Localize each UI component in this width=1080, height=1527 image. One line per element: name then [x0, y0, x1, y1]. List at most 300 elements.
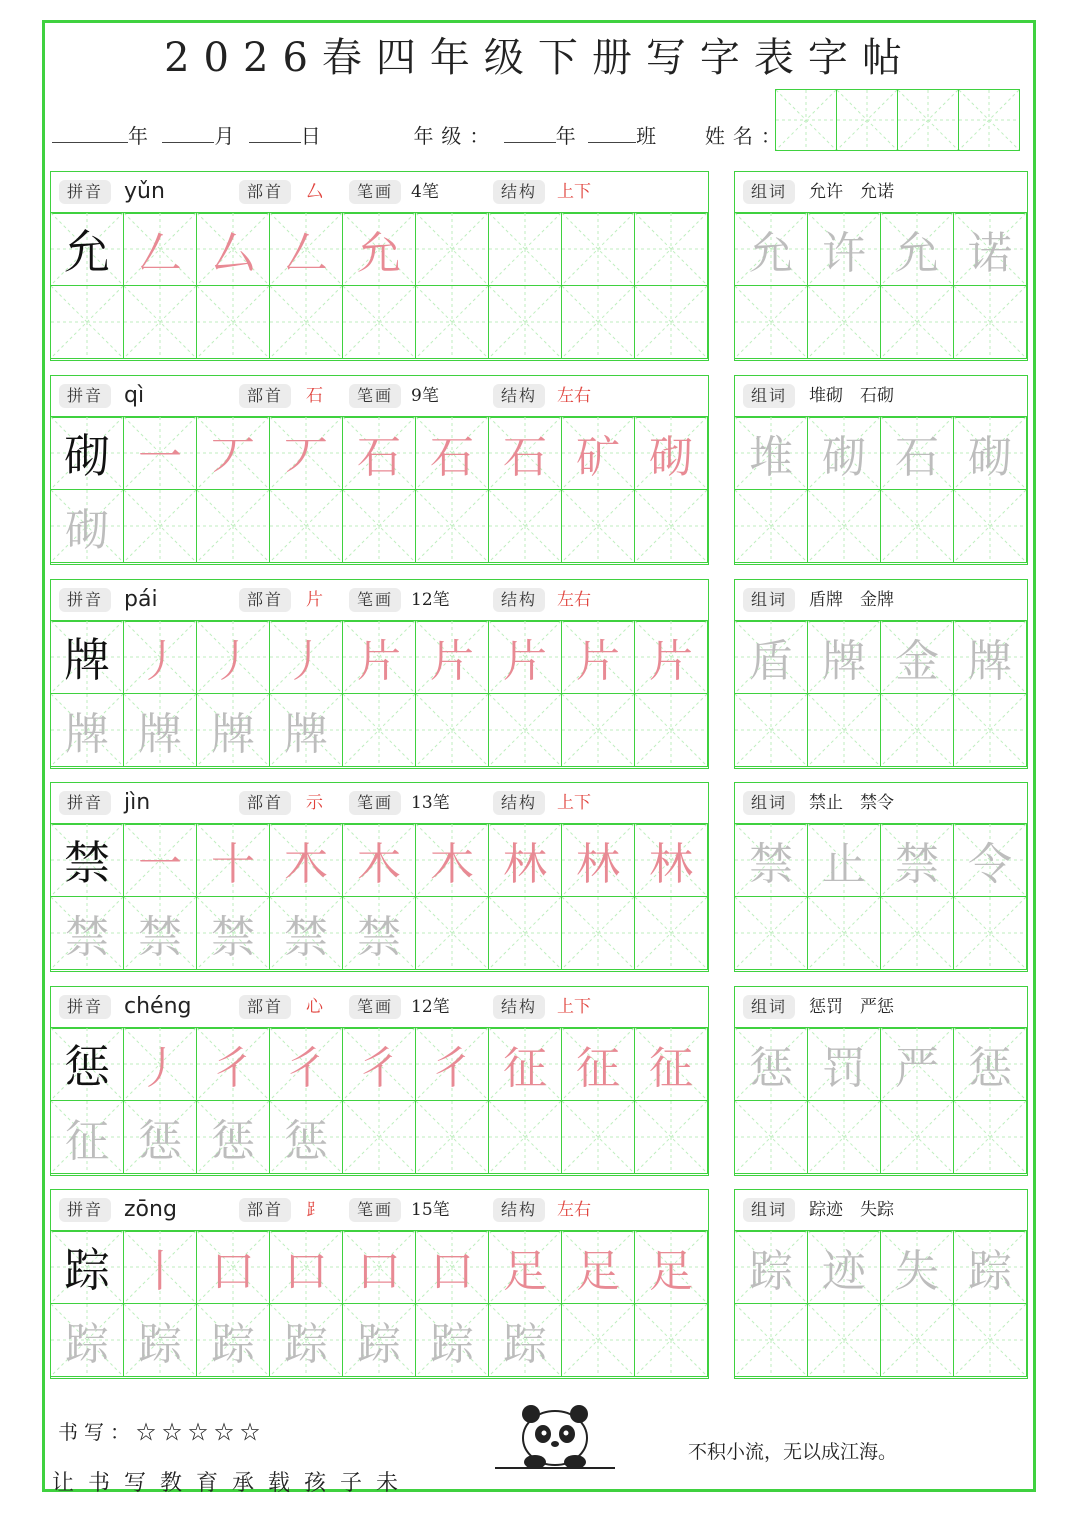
word-grid [735, 1028, 1027, 1174]
practice-cell[interactable] [634, 620, 708, 694]
practice-cell[interactable] [880, 1303, 954, 1377]
mizi-guide [881, 1101, 953, 1173]
practice-cell[interactable] [561, 212, 635, 286]
trace-character: 牌 [211, 709, 255, 760]
practice-cell[interactable] [634, 1230, 708, 1304]
practice-cell[interactable] [880, 1230, 954, 1304]
practice-cell[interactable] [953, 823, 1027, 897]
info-bar [51, 376, 708, 418]
practice-cell[interactable] [488, 1230, 562, 1304]
practice-cell[interactable] [561, 1100, 635, 1174]
mizi-guide [51, 286, 123, 358]
practice-cell[interactable] [123, 1303, 197, 1377]
grade-label: 年级： [413, 124, 498, 148]
practice-cell[interactable] [415, 823, 489, 897]
practice-cell[interactable] [269, 1303, 343, 1377]
practice-cell[interactable] [415, 489, 489, 563]
mizi-guide [489, 213, 561, 285]
practice-cell[interactable] [488, 489, 562, 563]
pinyin-tag: 拼音 [59, 791, 111, 815]
practice-cell[interactable] [880, 896, 954, 970]
stroke-step: 征 [576, 1043, 620, 1094]
word-panel [734, 171, 1028, 361]
day-blank[interactable] [249, 124, 301, 143]
trace-character: 禁 [357, 912, 401, 963]
name-box[interactable] [897, 89, 959, 151]
mizi-guide [808, 694, 880, 766]
pinyin-value: yǔn [124, 179, 165, 204]
practice-cell[interactable] [123, 620, 197, 694]
practice-panel [50, 579, 709, 769]
practice-cell[interactable] [123, 285, 197, 359]
practice-cell[interactable] [50, 1230, 124, 1304]
mizi-guide [416, 490, 488, 562]
practice-cell[interactable] [342, 693, 416, 767]
mizi-guide [562, 213, 634, 285]
practice-cell[interactable] [488, 1303, 562, 1377]
practice-cell[interactable] [269, 823, 343, 897]
model-character: 踪 [64, 1243, 110, 1297]
practice-cell[interactable] [196, 1027, 270, 1101]
mizi-guide [635, 213, 707, 285]
practice-cell[interactable] [634, 823, 708, 897]
practice-cell[interactable] [342, 823, 416, 897]
words-tag: 组词 [743, 384, 795, 408]
practice-cell[interactable] [269, 896, 343, 970]
word-character: 牌 [968, 636, 1012, 687]
structure-tag: 结构 [493, 1198, 545, 1222]
mizi-guide [343, 490, 415, 562]
practice-cell[interactable] [269, 416, 343, 490]
practice-cell[interactable] [561, 1027, 635, 1101]
trace-character: 踪 [284, 1319, 328, 1370]
word-character: 踪 [749, 1246, 793, 1297]
practice-cell[interactable] [269, 1027, 343, 1101]
mizi-guide [735, 897, 807, 969]
practice-cell[interactable] [488, 620, 562, 694]
word-grid [735, 417, 1027, 563]
practice-cell[interactable] [807, 416, 881, 490]
practice-cell[interactable] [488, 1100, 562, 1174]
practice-cell[interactable] [807, 896, 881, 970]
pinyin-tag: 拼音 [59, 180, 111, 204]
radical-value: 心 [306, 997, 323, 1017]
pinyin-value: chéng [124, 994, 192, 1019]
practice-cell[interactable] [807, 620, 881, 694]
trace-character: 踪 [357, 1319, 401, 1370]
model-character: 牌 [64, 633, 110, 687]
word-character: 严 [895, 1043, 939, 1094]
mizi-guide [954, 1304, 1026, 1376]
month-blank[interactable] [162, 124, 214, 143]
practice-cell[interactable] [50, 1100, 124, 1174]
word-character: 砌 [822, 432, 866, 483]
practice-cell[interactable] [50, 416, 124, 490]
stroke-step: 一 [138, 839, 182, 890]
practice-cell[interactable] [953, 1230, 1027, 1304]
practice-cell[interactable] [634, 1100, 708, 1174]
practice-cell[interactable] [734, 212, 808, 286]
mizi-guide [808, 286, 880, 358]
practice-cell[interactable] [561, 896, 635, 970]
practice-grid [51, 417, 708, 563]
practice-grid [51, 213, 708, 359]
practice-cell[interactable] [415, 620, 489, 694]
word-panel [734, 579, 1028, 769]
practice-cell[interactable] [953, 896, 1027, 970]
model-character: 惩 [64, 1040, 110, 1094]
practice-cell[interactable] [488, 693, 562, 767]
practice-cell[interactable] [269, 620, 343, 694]
practice-cell[interactable] [415, 1303, 489, 1377]
radical-value: 厶 [306, 182, 323, 202]
name-box[interactable] [775, 89, 837, 151]
practice-cell[interactable] [953, 489, 1027, 563]
practice-cell[interactable] [561, 620, 635, 694]
practice-cell[interactable] [196, 212, 270, 286]
grade-blank[interactable] [504, 124, 556, 143]
words-tag: 组词 [743, 791, 795, 815]
practice-cell[interactable] [50, 620, 124, 694]
mizi-guide [343, 1101, 415, 1173]
practice-cell[interactable] [807, 1100, 881, 1174]
practice-cell[interactable] [123, 896, 197, 970]
practice-cell[interactable] [634, 285, 708, 359]
stroke-step: 𠃋 [138, 228, 182, 279]
practice-cell[interactable] [953, 693, 1027, 767]
mizi-guide [489, 897, 561, 969]
practice-cell[interactable] [415, 896, 489, 970]
strokes-tag: 笔画 [349, 995, 401, 1019]
structure-tag: 结构 [493, 384, 545, 408]
stroke-step: 林 [503, 839, 547, 890]
practice-cell[interactable] [807, 489, 881, 563]
practice-cell[interactable] [415, 693, 489, 767]
practice-cell[interactable] [953, 285, 1027, 359]
words-tag: 组词 [743, 588, 795, 612]
mizi-guide [416, 897, 488, 969]
practice-cell[interactable] [880, 1100, 954, 1174]
practice-cell[interactable] [196, 620, 270, 694]
practice-cell[interactable] [807, 212, 881, 286]
practice-cell[interactable] [634, 489, 708, 563]
mizi-guide [808, 1101, 880, 1173]
stroke-step: 丨 [138, 1246, 182, 1297]
mizi-guide [562, 286, 634, 358]
mizi-guide [635, 1101, 707, 1173]
practice-cell[interactable] [561, 1230, 635, 1304]
practice-cell[interactable] [123, 1100, 197, 1174]
trace-character: 禁 [138, 912, 182, 963]
practice-panel [50, 375, 709, 565]
practice-cell[interactable] [634, 896, 708, 970]
stroke-step: 口 [211, 1246, 255, 1297]
practice-cell[interactable] [634, 416, 708, 490]
practice-cell[interactable] [734, 823, 808, 897]
practice-cell[interactable] [269, 285, 343, 359]
structure-tag: 结构 [493, 995, 545, 1019]
stroke-step: 石 [357, 432, 401, 483]
practice-cell[interactable] [561, 693, 635, 767]
stroke-count-value: 15笔 [411, 1200, 450, 1220]
words-tag: 组词 [743, 995, 795, 1019]
practice-cell[interactable] [50, 212, 124, 286]
practice-cell[interactable] [342, 1303, 416, 1377]
practice-cell[interactable] [196, 823, 270, 897]
practice-cell[interactable] [196, 1100, 270, 1174]
info-bar [51, 580, 708, 622]
practice-cell[interactable] [734, 620, 808, 694]
name-box[interactable] [958, 89, 1020, 151]
practice-cell[interactable] [488, 896, 562, 970]
stroke-step: 彳 [430, 1043, 474, 1094]
mizi-guide [124, 286, 196, 358]
mizi-guide [954, 1101, 1026, 1173]
practice-cell[interactable] [196, 693, 270, 767]
year-blank[interactable] [52, 124, 128, 143]
structure-value: 上下 [557, 997, 591, 1017]
practice-cell[interactable] [342, 896, 416, 970]
practice-cell[interactable] [561, 1303, 635, 1377]
slogan: 让书写教育承载孩子未 [52, 1471, 413, 1496]
practice-cell[interactable] [342, 212, 416, 286]
mizi-guide [270, 286, 342, 358]
character-block [50, 579, 1028, 769]
practice-cell[interactable] [196, 896, 270, 970]
name-boxes [776, 89, 1020, 151]
practice-cell[interactable] [807, 1303, 881, 1377]
practice-cell[interactable] [488, 212, 562, 286]
practice-cell[interactable] [634, 212, 708, 286]
mizi-guide [197, 490, 269, 562]
practice-cell[interactable] [415, 212, 489, 286]
practice-cell[interactable] [50, 1303, 124, 1377]
stroke-step: 片 [576, 636, 620, 687]
mizi-guide [954, 490, 1026, 562]
practice-cell[interactable] [50, 1027, 124, 1101]
practice-cell[interactable] [123, 489, 197, 563]
practice-cell[interactable] [734, 1100, 808, 1174]
practice-cell[interactable] [415, 285, 489, 359]
practice-cell[interactable] [734, 1027, 808, 1101]
practice-cell[interactable] [634, 1027, 708, 1101]
practice-cell[interactable] [734, 489, 808, 563]
trace-character: 踪 [503, 1319, 547, 1370]
mizi-guide [489, 490, 561, 562]
trace-character: 踪 [430, 1319, 474, 1370]
mizi-guide [735, 1304, 807, 1376]
stroke-step: 矿 [576, 432, 620, 483]
quote: 不积小流，无以成江海。 [688, 1441, 898, 1463]
practice-cell[interactable] [880, 489, 954, 563]
practice-cell[interactable] [734, 693, 808, 767]
mizi-guide [881, 694, 953, 766]
mizi-guide [881, 1304, 953, 1376]
practice-cell[interactable] [488, 285, 562, 359]
practice-cell[interactable] [953, 1027, 1027, 1101]
practice-cell[interactable] [734, 896, 808, 970]
trace-character: 征 [65, 1116, 109, 1167]
practice-cell[interactable] [269, 489, 343, 563]
practice-cell[interactable] [880, 620, 954, 694]
practice-cell[interactable] [953, 212, 1027, 286]
word-bar [735, 376, 1027, 418]
practice-cell[interactable] [123, 823, 197, 897]
practice-cell[interactable] [488, 416, 562, 490]
word-panel [734, 1189, 1028, 1379]
practice-cell[interactable] [269, 693, 343, 767]
practice-cell[interactable] [342, 416, 416, 490]
practice-cell[interactable] [807, 1230, 881, 1304]
stroke-step: 石 [503, 432, 547, 483]
stroke-step: 一 [138, 432, 182, 483]
mizi-guide [416, 286, 488, 358]
practice-cell[interactable] [953, 416, 1027, 490]
practice-cell[interactable] [342, 1100, 416, 1174]
pinyin-value: jìn [124, 790, 151, 815]
stroke-count-value: 9笔 [411, 386, 439, 406]
practice-cell[interactable] [415, 1027, 489, 1101]
mizi-guide [562, 694, 634, 766]
practice-cell[interactable] [415, 1100, 489, 1174]
stroke-step: 征 [503, 1043, 547, 1094]
practice-cell[interactable] [123, 1230, 197, 1304]
practice-cell[interactable] [807, 285, 881, 359]
structure-value: 上下 [557, 793, 591, 813]
mizi-guide [954, 897, 1026, 969]
practice-cell[interactable] [123, 212, 197, 286]
practice-cell[interactable] [807, 823, 881, 897]
words-value: 踪迹 失踪 [809, 1200, 894, 1220]
practice-cell[interactable] [342, 1230, 416, 1304]
practice-cell[interactable] [196, 416, 270, 490]
practice-cell[interactable] [196, 1303, 270, 1377]
practice-cell[interactable] [50, 489, 124, 563]
practice-cell[interactable] [269, 212, 343, 286]
mizi-guide [416, 1101, 488, 1173]
year-label: 年 [128, 124, 148, 148]
stroke-step: 口 [284, 1246, 328, 1297]
practice-cell[interactable] [880, 823, 954, 897]
mizi-guide [124, 490, 196, 562]
stroke-step: 允 [357, 228, 401, 279]
stroke-step: 彳 [357, 1043, 401, 1094]
practice-cell[interactable] [123, 1027, 197, 1101]
stroke-step: 木 [284, 839, 328, 890]
practice-cell[interactable] [269, 1230, 343, 1304]
practice-cell[interactable] [50, 896, 124, 970]
practice-cell[interactable] [634, 1303, 708, 1377]
practice-cell[interactable] [880, 693, 954, 767]
practice-cell[interactable] [561, 285, 635, 359]
practice-cell[interactable] [734, 285, 808, 359]
mizi-guide [954, 286, 1026, 358]
name-box[interactable] [836, 89, 898, 151]
word-character: 踪 [968, 1246, 1012, 1297]
practice-cell[interactable] [196, 1230, 270, 1304]
practice-cell[interactable] [196, 285, 270, 359]
practice-cell[interactable] [196, 489, 270, 563]
practice-cell[interactable] [734, 416, 808, 490]
mizi-guide [562, 897, 634, 969]
stroke-step: 片 [649, 636, 693, 687]
grade-year-label: 年 [555, 124, 576, 148]
practice-cell[interactable] [50, 823, 124, 897]
practice-cell[interactable] [342, 1027, 416, 1101]
practice-cell[interactable] [342, 620, 416, 694]
practice-cell[interactable] [342, 489, 416, 563]
practice-cell[interactable] [415, 1230, 489, 1304]
trace-character: 踪 [211, 1319, 255, 1370]
class-blank[interactable] [588, 124, 636, 143]
practice-cell[interactable] [342, 285, 416, 359]
trace-character: 踪 [65, 1319, 109, 1370]
practice-cell[interactable] [953, 620, 1027, 694]
practice-cell[interactable] [561, 823, 635, 897]
practice-cell[interactable] [880, 285, 954, 359]
practice-cell[interactable] [953, 1100, 1027, 1174]
word-panel [734, 375, 1028, 565]
practice-cell[interactable] [561, 416, 635, 490]
practice-cell[interactable] [50, 693, 124, 767]
strokes-tag: 笔画 [349, 384, 401, 408]
practice-cell[interactable] [269, 1100, 343, 1174]
practice-grid [51, 621, 708, 767]
stroke-step: 丿 [211, 636, 255, 687]
stroke-count-value: 12笔 [411, 997, 450, 1017]
pinyin-tag: 拼音 [59, 588, 111, 612]
practice-cell[interactable] [561, 489, 635, 563]
word-character: 令 [968, 839, 1012, 890]
practice-cell[interactable] [880, 1027, 954, 1101]
character-block [50, 171, 1028, 361]
practice-cell[interactable] [488, 823, 562, 897]
mizi-guide [881, 897, 953, 969]
word-character: 迹 [822, 1246, 866, 1297]
practice-cell[interactable] [880, 416, 954, 490]
practice-cell[interactable] [807, 693, 881, 767]
practice-cell[interactable] [123, 416, 197, 490]
practice-cell[interactable] [734, 1230, 808, 1304]
mizi-guide [735, 694, 807, 766]
info-bar [51, 783, 708, 825]
practice-cell[interactable] [953, 1303, 1027, 1377]
practice-cell[interactable] [880, 212, 954, 286]
mizi-guide [489, 694, 561, 766]
word-character: 禁 [749, 839, 793, 890]
mizi-guide [635, 897, 707, 969]
mizi-guide [343, 694, 415, 766]
strokes-tag: 笔画 [349, 180, 401, 204]
practice-cell[interactable] [488, 1027, 562, 1101]
mizi-guide [562, 1101, 634, 1173]
class-label: 班 [636, 124, 657, 148]
radical-tag: 部首 [239, 180, 291, 204]
strokes-tag: 笔画 [349, 791, 401, 815]
practice-cell[interactable] [123, 693, 197, 767]
stroke-step: 片 [503, 636, 547, 687]
structure-value: 上下 [557, 182, 591, 202]
practice-cell[interactable] [807, 1027, 881, 1101]
trace-character: 禁 [65, 912, 109, 963]
practice-cell[interactable] [415, 416, 489, 490]
practice-cell[interactable] [50, 285, 124, 359]
practice-cell[interactable] [634, 693, 708, 767]
practice-cell[interactable] [734, 1303, 808, 1377]
pinyin-value: pái [124, 587, 158, 612]
stroke-step: 片 [430, 636, 474, 687]
stroke-step: 𠃋 [284, 228, 328, 279]
